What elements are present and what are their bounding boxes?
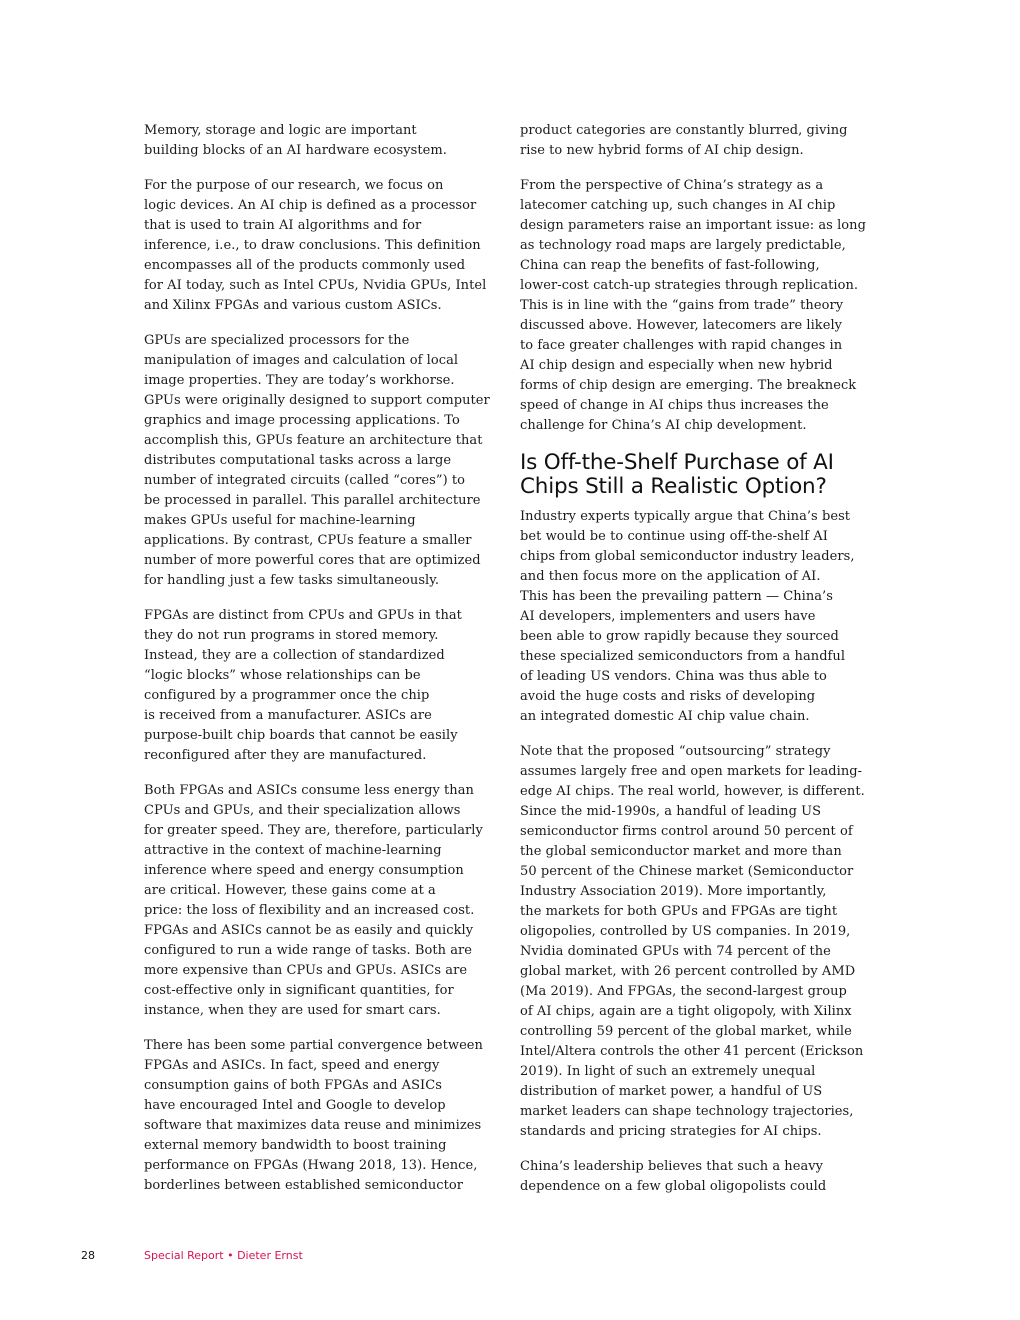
paragraph-line: There has been some partial convergence between [144, 1038, 483, 1053]
paragraph-line: discussed above. However, latecomers are likely [520, 318, 843, 333]
paragraph-line: external memory bandwidth to boost training [144, 1138, 447, 1153]
paragraph-line: building blocks of an AI hardware ecosystem. [144, 143, 447, 158]
paragraph-line: “logic blocks” whose relationships can be [144, 668, 421, 683]
left-column [144, 121, 504, 1211]
body-paragraph [144, 121, 504, 161]
paragraph-line: This has been the prevailing pattern — China’s [520, 589, 833, 604]
section-heading-line: Chips Still a Realistic Option? [520, 474, 827, 499]
right-column-body [520, 507, 882, 1197]
body-paragraph [144, 781, 504, 1021]
paragraph-line: This is in line with the “gains from trade” theory [520, 298, 844, 313]
paragraph-line: AI developers, implementers and users have [520, 609, 816, 624]
paragraph-line: For the purpose of our research, we focus on [144, 178, 444, 193]
paragraph-line: the markets for both GPUs and FPGAs are tight [520, 904, 838, 919]
paragraph-line: dependence on a few global oligopolists could [520, 1179, 827, 1194]
paragraph-line: FPGAs are distinct from CPUs and GPUs in that [144, 608, 462, 623]
paragraph-line: edge AI chips. The real world, however, is different. [520, 784, 865, 799]
body-paragraph [520, 742, 882, 1142]
body-paragraph [520, 176, 882, 436]
paragraph-line: of AI chips, again are a tight oligopoly, with Xilinx [520, 1004, 852, 1019]
right-column [520, 121, 882, 1212]
paragraph-line: is received from a manufacturer. ASICs are [144, 708, 432, 723]
paragraph-line: latecomer catching up, such changes in AI chip [520, 198, 836, 213]
paragraph-line: FPGAs and ASICs cannot be as easily and quickly [144, 923, 474, 938]
body-paragraph [144, 1036, 504, 1196]
paragraph-line: an integrated domestic AI chip value chain. [520, 709, 810, 724]
section-heading [520, 451, 882, 499]
paragraph-line: global market, with 26 percent controlled by AMD [520, 964, 856, 979]
paragraph-line: 50 percent of the Chinese market (Semiconductor [520, 864, 854, 879]
paragraph-line: Memory, storage and logic are important [144, 123, 417, 138]
paragraph-line: chips from global semiconductor industry leaders, [520, 549, 855, 564]
paragraph-line: controlling 59 percent of the global market, while [520, 1024, 852, 1039]
paragraph-line: attractive in the context of machine-learning [144, 843, 442, 858]
body-paragraph [520, 507, 882, 727]
paragraph-line: to face greater challenges with rapid changes in [520, 338, 843, 353]
paragraph-line: for handling just a few tasks simultaneously. [144, 573, 440, 588]
paragraph-line: Note that the proposed “outsourcing” strategy [520, 744, 831, 759]
paragraph-line: cost-effective only in significant quantities, for [144, 983, 454, 998]
body-paragraph [520, 121, 882, 161]
paragraph-line: semiconductor firms control around 50 percent of [520, 824, 853, 839]
paragraph-line: Intel/Altera controls the other 41 percent (Erickson [520, 1044, 864, 1059]
paragraph-line: standards and pricing strategies for AI chips. [520, 1124, 822, 1139]
paragraph-line: inference, i.e., to draw conclusions. This definition [144, 238, 481, 253]
paragraph-line: oligopolies, controlled by US companies. In 2019, [520, 924, 851, 939]
paragraph-line: GPUs were originally designed to support computer [144, 393, 490, 408]
paragraph-line: Both FPGAs and ASICs consume less energy than [144, 783, 474, 798]
paragraph-line: borderlines between established semiconductor [144, 1178, 464, 1193]
body-paragraph [144, 606, 504, 766]
paragraph-line: number of integrated circuits (called “cores”) to [144, 473, 466, 488]
paragraph-line: distributes computational tasks across a large [144, 453, 452, 468]
paragraph-line: be processed in parallel. This parallel architecture [144, 493, 481, 508]
right-column-intro [520, 121, 882, 436]
paragraph-line: Nvidia dominated GPUs with 74 percent of the [520, 944, 831, 959]
paragraph-line: are critical. However, these gains come at a [144, 883, 436, 898]
paragraph-line: reconfigured after they are manufactured. [144, 748, 427, 763]
paragraph-line: the global semiconductor market and more than [520, 844, 842, 859]
paragraph-line: CPUs and GPUs, and their specialization allows [144, 803, 461, 818]
section-heading-line: Is Off-the-Shelf Purchase of AI [520, 450, 834, 475]
paragraph-line: for AI today, such as Intel CPUs, Nvidia GPUs, Intel [144, 278, 487, 293]
paragraph-line: inference where speed and energy consumption [144, 863, 464, 878]
paragraph-line: applications. By contrast, CPUs feature a smaller [144, 533, 472, 548]
paragraph-line: challenge for China’s AI chip development. [520, 418, 807, 433]
paragraph-line: rise to new hybrid forms of AI chip design. [520, 143, 804, 158]
paragraph-line: FPGAs and ASICs. In fact, speed and energy [144, 1058, 440, 1073]
paragraph-line: that is used to train AI algorithms and for [144, 218, 422, 233]
paragraph-line: market leaders can shape technology trajectories, [520, 1104, 854, 1119]
paragraph-line: they do not run programs in stored memory. [144, 628, 439, 643]
paragraph-line: image properties. They are today’s workhorse. [144, 373, 455, 388]
paragraph-line: logic devices. An AI chip is defined as a processor [144, 198, 477, 213]
paragraph-line: From the perspective of China’s strategy as a [520, 178, 824, 193]
paragraph-line: (Ma 2019). And FPGAs, the second-largest group [520, 984, 847, 999]
paragraph-line: as technology road maps are largely predictable, [520, 238, 846, 253]
paragraph-line: product categories are constantly blurred, giving [520, 123, 848, 138]
paragraph-line: these specialized semiconductors from a handful [520, 649, 846, 664]
page-number: 28 [81, 1249, 95, 1262]
paragraph-line: and then focus more on the application of AI. [520, 569, 821, 584]
paragraph-line: AI chip design and especially when new hybrid [520, 358, 833, 373]
paragraph-line: graphics and image processing applications. To [144, 413, 460, 428]
paragraph-line: Since the mid-1990s, a handful of leading US [520, 804, 822, 819]
paragraph-line: for greater speed. They are, therefore, particularly [144, 823, 483, 838]
paragraph-line: instance, when they are used for smart cars. [144, 1003, 441, 1018]
paragraph-line: price: the loss of flexibility and an increased cost. [144, 903, 475, 918]
paragraph-line: manipulation of images and calculation of local [144, 353, 459, 368]
paragraph-line: bet would be to continue using off-the-shelf AI [520, 529, 828, 544]
paragraph-line: 2019). In light of such an extremely unequal [520, 1064, 816, 1079]
paragraph-line: distribution of market power, a handful of US [520, 1084, 823, 1099]
paragraph-line: accomplish this, GPUs feature an architecture that [144, 433, 483, 448]
paragraph-line: avoid the huge costs and risks of developing [520, 689, 816, 704]
paragraph-line: and Xilinx FPGAs and various custom ASICs. [144, 298, 442, 313]
running-footer-title: Special Report • Dieter Ernst [144, 1249, 303, 1262]
paragraph-line: forms of chip design are emerging. The breakneck [520, 378, 857, 393]
paragraph-line: Industry experts typically argue that China’s best [520, 509, 851, 524]
paragraph-line: software that maximizes data reuse and minimizes [144, 1118, 482, 1133]
body-paragraph [520, 1157, 882, 1197]
paragraph-line: speed of change in AI chips thus increases the [520, 398, 829, 413]
paragraph-line: China’s leadership believes that such a heavy [520, 1159, 824, 1174]
paragraph-line: encompasses all of the products commonly used [144, 258, 466, 273]
paragraph-line: Instead, they are a collection of standardized [144, 648, 445, 663]
paragraph-line: China can reap the benefits of fast-following, [520, 258, 820, 273]
paragraph-line: number of more powerful cores that are optimized [144, 553, 481, 568]
paragraph-line: lower-cost catch-up strategies through replication. [520, 278, 859, 293]
body-paragraph [144, 331, 504, 591]
paragraph-line: assumes largely free and open markets for leading- [520, 764, 863, 779]
paragraph-line: of leading US vendors. China was thus able to [520, 669, 827, 684]
paragraph-line: GPUs are specialized processors for the [144, 333, 410, 348]
body-paragraph [144, 176, 504, 316]
paragraph-line: purpose-built chip boards that cannot be easily [144, 728, 458, 743]
paragraph-line: performance on FPGAs (Hwang 2018, 13). Hence, [144, 1158, 478, 1173]
paragraph-line: have encouraged Intel and Google to develop [144, 1098, 446, 1113]
paragraph-line: makes GPUs useful for machine-learning [144, 513, 416, 528]
paragraph-line: more expensive than CPUs and GPUs. ASICs are [144, 963, 468, 978]
paragraph-line: design parameters raise an important issue: as long [520, 218, 866, 233]
paragraph-line: Industry Association 2019). More importantly, [520, 884, 827, 899]
paragraph-line: configured to run a wide range of tasks. Both are [144, 943, 473, 958]
paragraph-line: configured by a programmer once the chip [144, 688, 430, 703]
paragraph-line: been able to grow rapidly because they sourced [520, 629, 839, 644]
paragraph-line: consumption gains of both FPGAs and ASICs [144, 1078, 442, 1093]
